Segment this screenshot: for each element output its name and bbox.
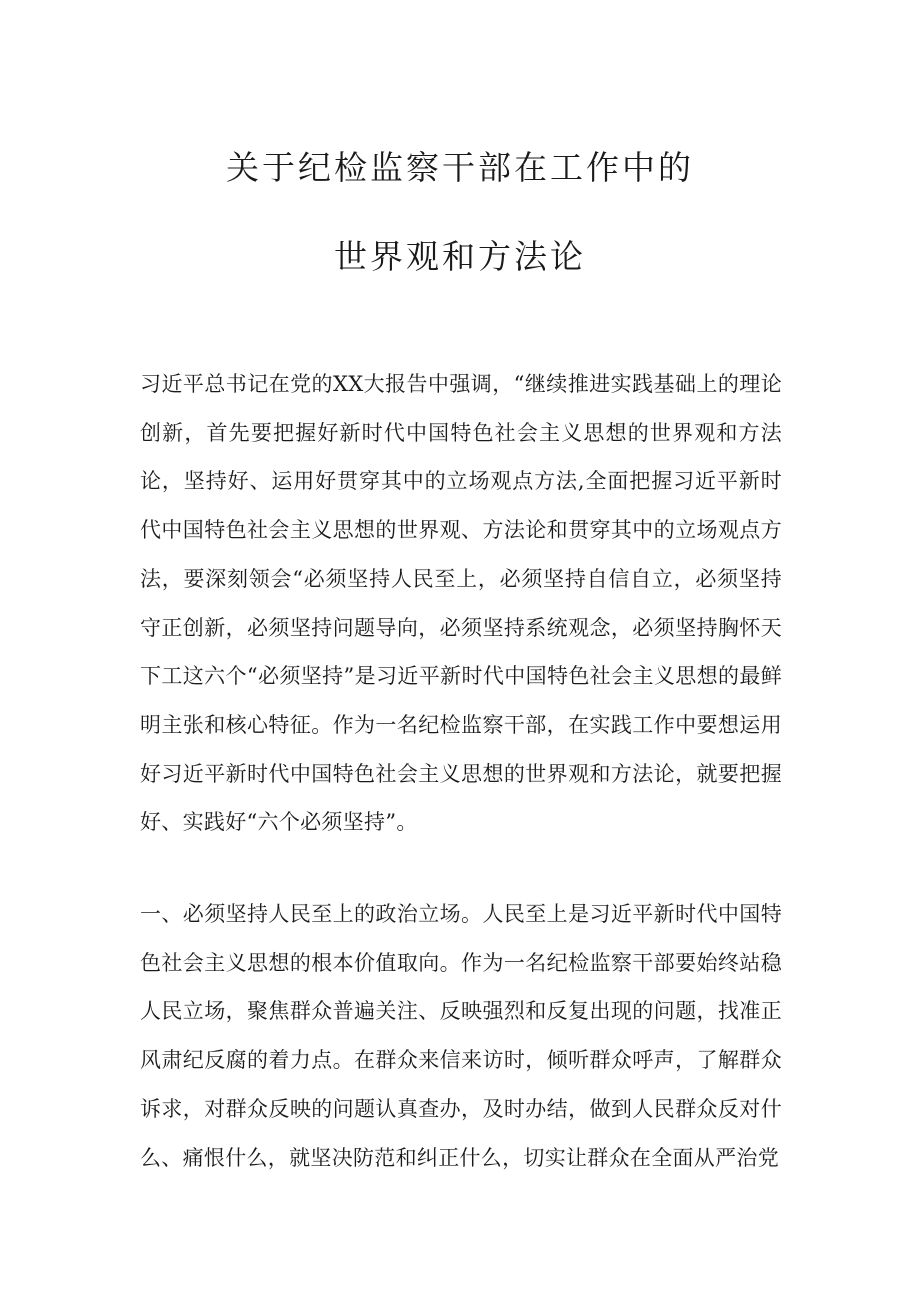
- document-title-line-2: 世界观和方法论: [334, 237, 586, 276]
- document-title-line-1: 关于纪检监察干部在工作中的: [226, 148, 694, 187]
- body-paragraph-intro: 习近平总书记在党的XX大报告中强调，“继续推进实践基础上的理论创新，首先要把握好新时代中国特色社会主义思想的世界观和方法论，坚持好、运用好贯穿其中的立场观点方法,全面把握习近平新时代中国特色社会主义思想的世界观、方法论和贯穿其中的立场观点方法，要深刻领会“必须坚持人民至上，必须坚持自信自立，必须坚持守正创新，必须坚持问题导向，必须坚持系统观念，必须坚持胸怀天下工这六个“必须坚持”是习近平新时代中国特色社会主义思想的最鲜明主张和核心特征。作为一名纪检监察干部，在实践工作中要想运用好习近平新时代中国特色社会主义思想的世界观和方法论，就要把握好、实践好“六个必须坚持”。: [140, 372, 782, 835]
- body-paragraph-section-one: 一、必须坚持人民至上的政治立场。人民至上是习近平新时代中国特色社会主义思想的根本价值取向。作为一名纪检监察干部要始终站稳人民立场，聚焦群众普遍关注、反映强烈和反复出现的问题，找准正风肃纪反腐的着力点。在群众来信来访时，倾听群众呼声，了解群众诉求，对群众反映的问题认真查办，及时办结，做到人民群众反对什么、痛恨什么，就坚决防范和纠正什么，切实让群众在全面从严治党: [140, 902, 782, 1170]
